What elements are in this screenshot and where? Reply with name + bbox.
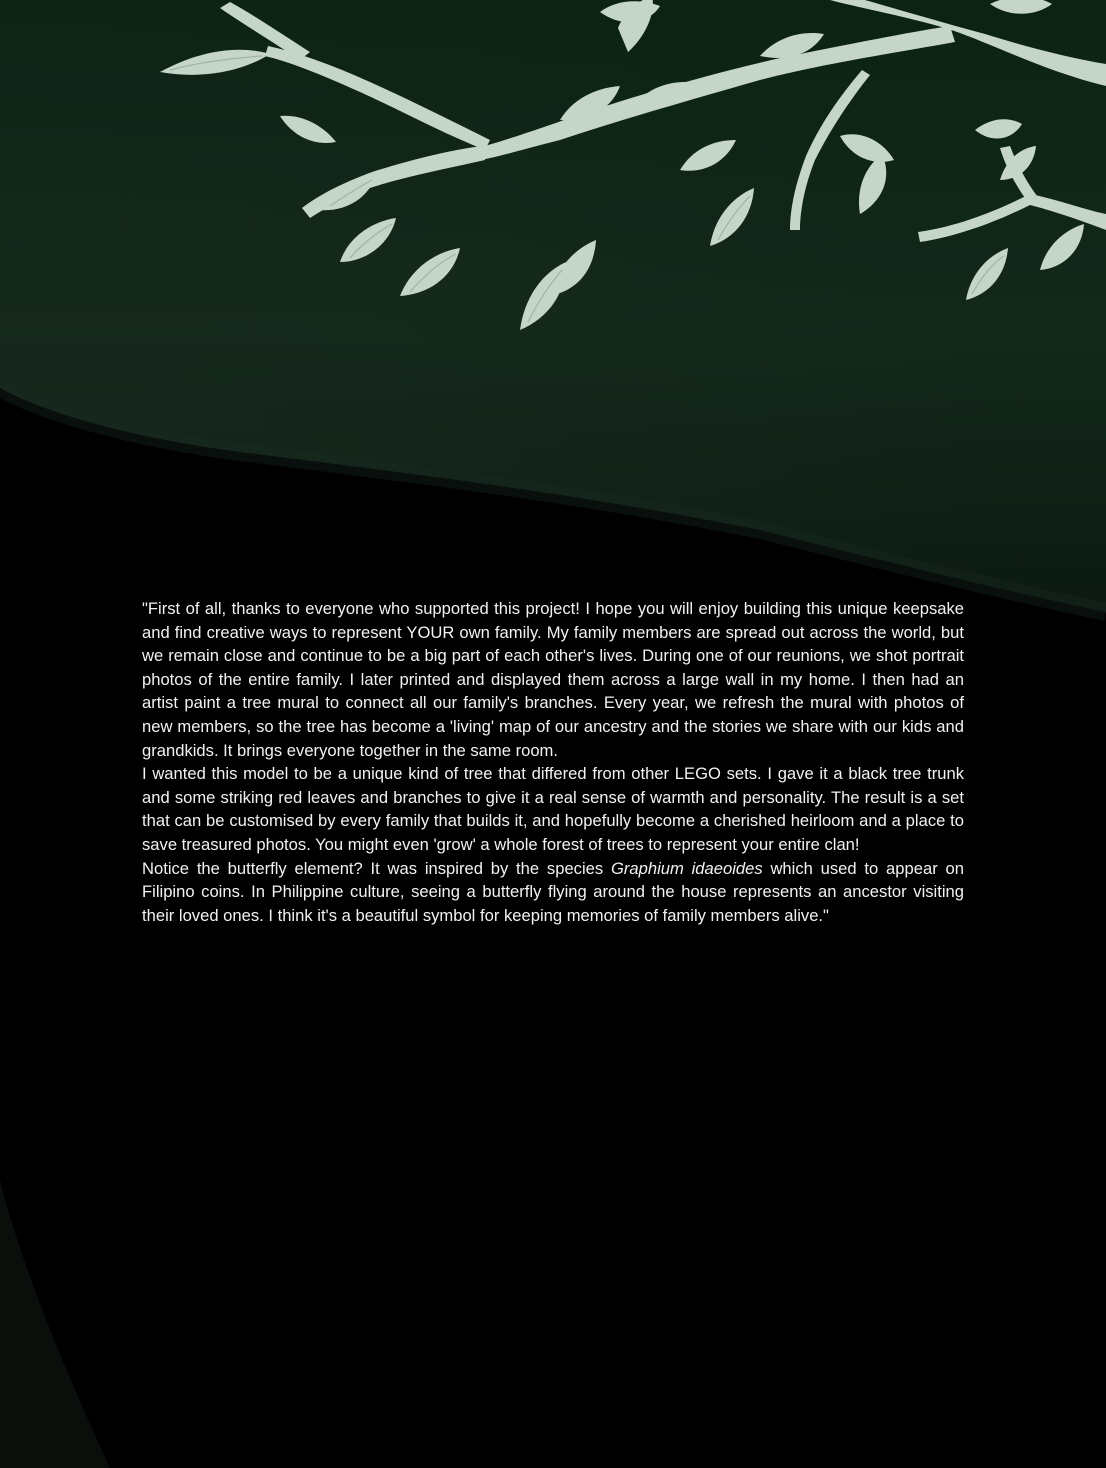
quote-text-block: [142, 597, 964, 927]
species-name: Graphium idaeoides: [610, 858, 763, 878]
quote-paragraph-2: I wanted this model to be a unique kind of tree that differed from other LEGO sets. I gave it a black tree trunk and some striking red leaves and branches to give it a real sense of warmth and personality. The result is a set that can be customised by every family that builds it, and hopefully become a cherished heirloom and a place to save treasured photos. You might even 'grow' a whole forest of trees to represent your entire clan!: [142, 764, 964, 854]
quote-paragraph-3: [142, 857, 964, 928]
painted-branches-icon: [0, 0, 1106, 340]
quote-paragraph-1: "First of all, thanks to everyone who supported this project! I hope you will enjoy building this unique keepsake and find creative ways to represent YOUR own family. My family members are spread out across the world, but we remain close and continue to be a big part of each other's lives. During one of our reunions, we shot portrait photos of the entire family. I later printed and displayed them across a large wall in my home. I then had an artist paint a tree mural to connect all our family's branches. Every year, we refresh the mural with photos of new members, so the tree has become a 'living' map of our ancestry and the stories we share with our kids and grandkids. It brings everyone together in the same room.: [142, 599, 964, 760]
quote-paragraph-3-before: Notice the butterfly element? It was inspired by the species: [142, 858, 611, 878]
quote-paragraph-3-after: which used to appear on Filipino coins. In Philippine culture, seeing a butterfly flying around the house represents an ancestor visiting their loved ones. I think it's a beautiful symbol for keeping memories of family members alive.": [142, 858, 964, 925]
